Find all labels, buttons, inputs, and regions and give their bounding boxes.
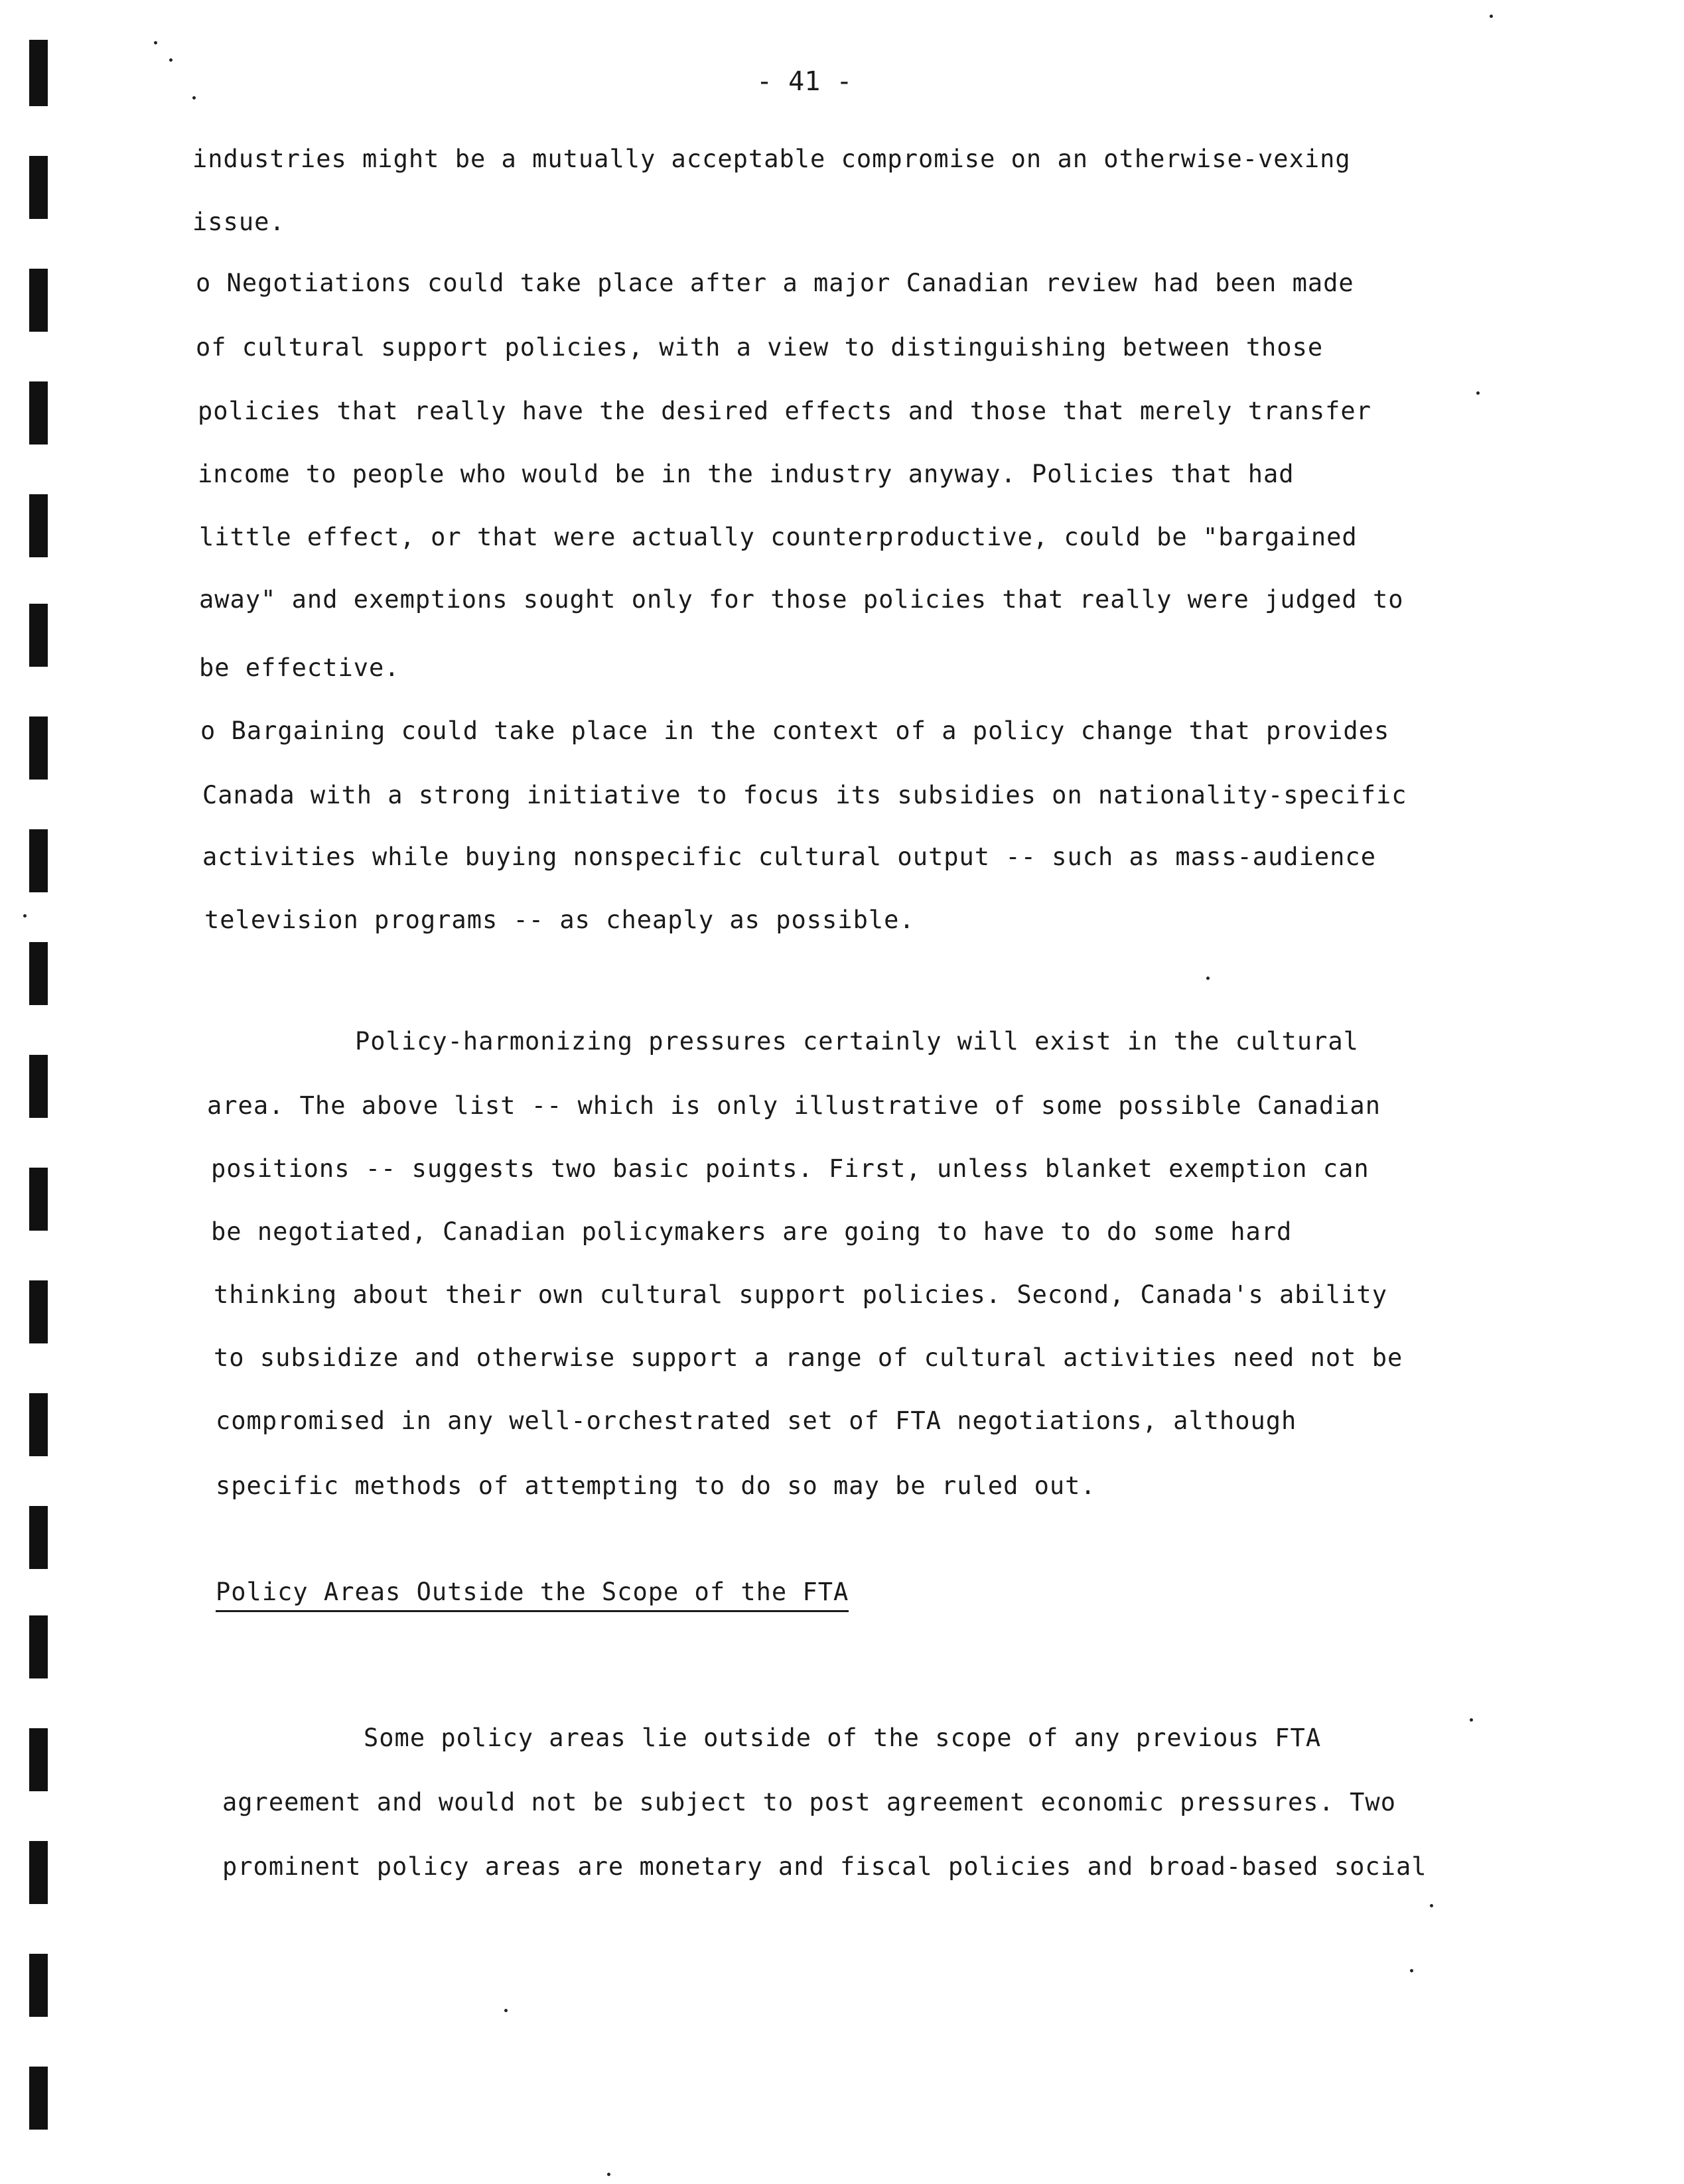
scan-speck xyxy=(1430,1904,1433,1907)
text-line: television programs -- as cheaply as possible. xyxy=(204,906,915,934)
binding-mark xyxy=(29,494,48,557)
text-line: of cultural support policies, with a view to distinguishing between those xyxy=(196,333,1324,362)
binding-mark xyxy=(29,381,48,444)
section-heading: Policy Areas Outside the Scope of the FTA xyxy=(216,1578,849,1612)
scan-speck xyxy=(1490,15,1493,18)
text-line: to subsidize and otherwise support a range of cultural activities need not be xyxy=(214,1343,1403,1372)
scan-speck xyxy=(1476,391,1480,395)
binding-mark xyxy=(29,1393,48,1456)
text-line: agreement and would not be subject to post agreement economic pressures. Two xyxy=(222,1788,1396,1816)
binding-mark xyxy=(29,1168,48,1231)
scan-speck xyxy=(607,2173,610,2176)
text-line: specific methods of attempting to do so may be ruled out. xyxy=(216,1471,1096,1500)
text-line: be negotiated, Canadian policymakers are going to have to do some hard xyxy=(211,1217,1293,1246)
text-line: policies that really have the desired effects and those that merely transfer xyxy=(198,397,1371,425)
binding-mark xyxy=(29,156,48,219)
binding-mark xyxy=(29,717,48,780)
text-line: industries might be a mutually acceptable compromise on an otherwise-vexing xyxy=(192,145,1351,173)
scan-speck xyxy=(1206,977,1210,980)
scan-speck xyxy=(23,914,27,918)
binding-mark xyxy=(29,1615,48,1678)
binding-mark xyxy=(29,604,48,667)
binding-mark xyxy=(29,829,48,892)
text-line: little effect, or that were actually counterproductive, could be "bargained xyxy=(199,523,1358,551)
scan-speck xyxy=(504,2009,508,2012)
text-line: compromised in any well-orchestrated set of FTA negotiations, although xyxy=(216,1406,1297,1435)
binding-mark xyxy=(29,1954,48,2017)
text-line: away" and exemptions sought only for those policies that really were judged to xyxy=(199,585,1404,614)
bullet-line: o Bargaining could take place in the context of a policy change that provides xyxy=(200,717,1390,745)
text-line: Policy-harmonizing pressures certainly will exist in the cultural xyxy=(355,1027,1359,1056)
text-line: Some policy areas lie outside of the scope of any previous FTA xyxy=(364,1724,1322,1752)
scan-speck xyxy=(154,41,157,44)
text-line: thinking about their own cultural support policies. Second, Canada's ability xyxy=(214,1280,1387,1309)
binding-mark xyxy=(29,40,48,106)
text-line: prominent policy areas are monetary and fiscal policies and broad-based social xyxy=(222,1852,1427,1881)
binding-mark xyxy=(29,269,48,332)
binding-mark xyxy=(29,1728,48,1791)
page-number: - 41 - xyxy=(756,66,853,97)
text-line: area. The above list -- which is only illustrative of some possible Canadian xyxy=(207,1091,1381,1120)
bullet-line: o Negotiations could take place after a major Canadian review had been made xyxy=(196,269,1354,297)
text-line: be effective. xyxy=(199,653,400,682)
binding-mark xyxy=(29,942,48,1005)
text-line: issue. xyxy=(192,208,285,236)
text-line: activities while buying nonspecific cultural output -- such as mass-audience xyxy=(202,843,1376,871)
scan-speck xyxy=(1470,1718,1473,1722)
binding-mark xyxy=(29,1506,48,1569)
binding-mark xyxy=(29,2067,48,2130)
binding-mark xyxy=(29,1280,48,1343)
binding-mark xyxy=(29,1841,48,1904)
text-line: positions -- suggests two basic points. First, unless blanket exemption can xyxy=(211,1154,1369,1183)
binding-mark xyxy=(29,1055,48,1118)
scan-speck xyxy=(169,58,173,62)
text-line: Canada with a strong initiative to focus its subsidies on nationality-specific xyxy=(202,781,1407,809)
text-line: income to people who would be in the industry anyway. Policies that had xyxy=(198,460,1295,488)
scan-speck xyxy=(1410,1969,1413,1972)
scan-speck xyxy=(192,96,196,100)
